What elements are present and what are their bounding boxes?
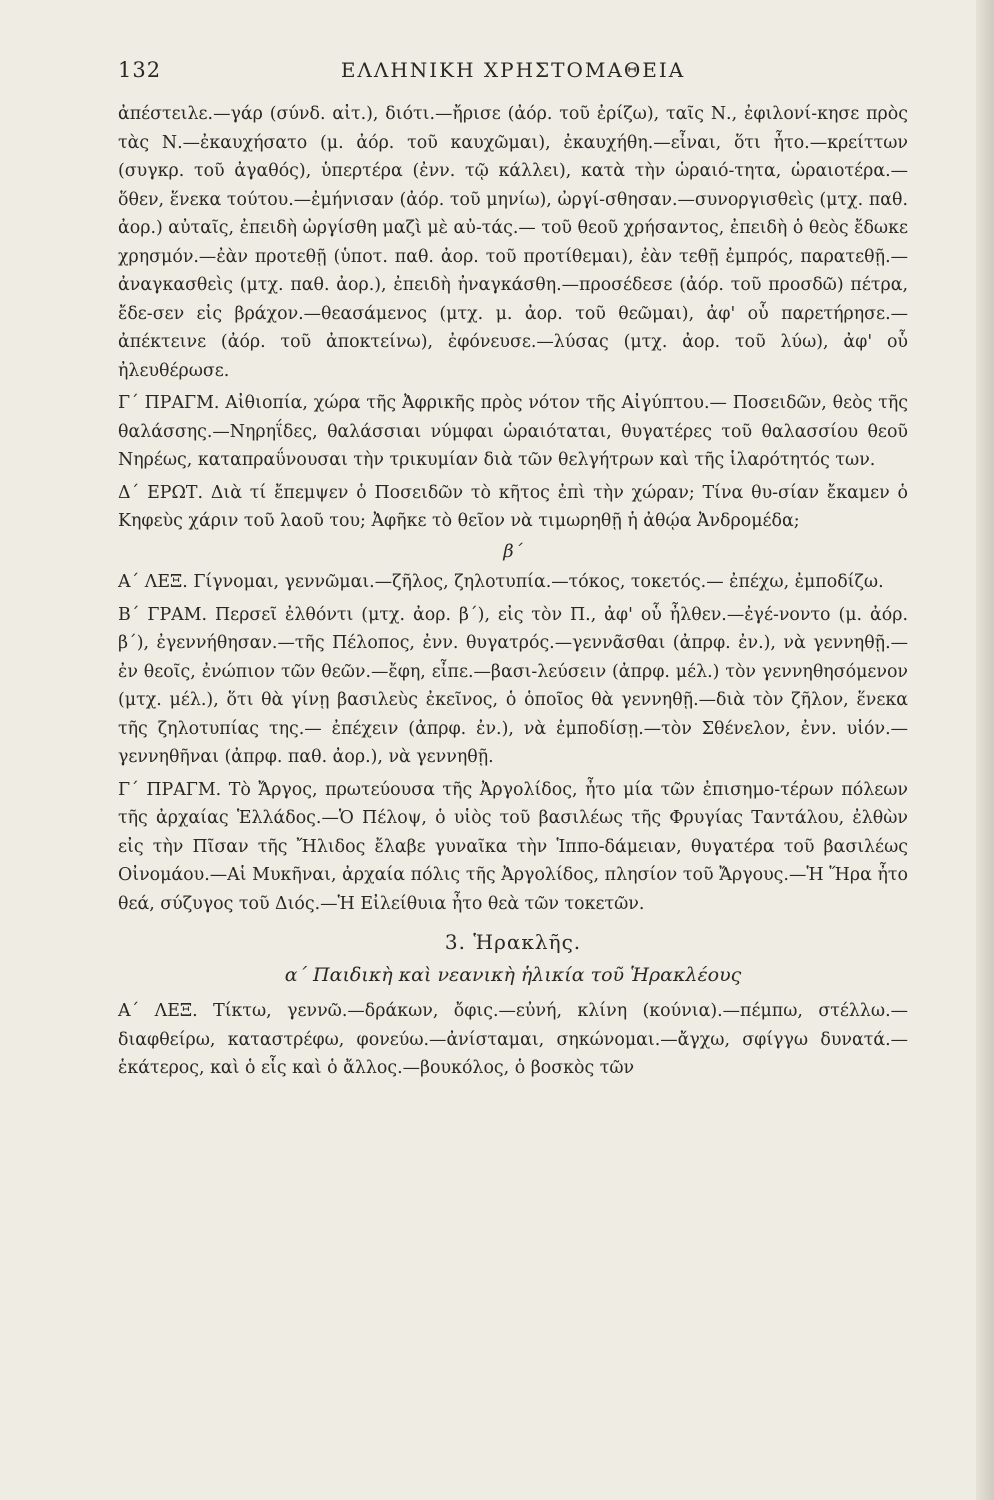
page-body <box>118 100 908 1083</box>
paragraph-pragm-1: Γ΄ ΠΡΑΓΜ. Αἰθιοπία, χώρα τῆς Ἀφρικῆς πρὸς νότον τῆς Αἰγύπτου.— Ποσειδῶν, θεὸς τῆς θαλάσσης.—Νηρηΐδες, θαλάσσιαι νύμφαι ὡραιόταται, θυγατέρες τοῦ θαλασσίου θεοῦ Νηρέως, καταπραΰνουσαι τὴν τρικυμίαν διὰ τῶν θελγήτρων καὶ τῆς ἱλαρότητός των. <box>118 393 908 470</box>
paragraph-pragm-2: Γ΄ ΠΡΑΓΜ. Τὸ Ἄργος, πρωτεύουσα τῆς Ἀργολίδος, ἦτο μία τῶν ἐπισημο-τέρων πόλεων τῆς ἀρχαίας Ἑλλάδος.—Ὁ Πέλοψ, ὁ υἱὸς τοῦ βασιλέως τῆς Φρυγίας Ταντάλου, ἐλθὼν εἰς τὴν Πῖσαν τῆς Ἤλιδος ἔλαβε γυναῖκα τὴν Ἱππο-δάμειαν, θυγατέρα τοῦ βασιλέως Οἰνομάου.—Αἱ Μυκῆναι, ἀρχαία πόλις τῆς Ἀργολίδος, πλησίον τοῦ Ἄργους.—Ἡ Ἥρα ἦτο θεά, σύζυγος τοῦ Διός.—Ἡ Εἰλείθυια ἦτο θεὰ τῶν τοκετῶν. <box>118 779 908 914</box>
section-number: 3. Ἡρακλῆς. <box>444 930 582 954</box>
page-number: 132 <box>118 58 162 82</box>
paragraph-lex-2: Α΄ ΛΕΞ. Τίκτω, γεννῶ.—δράκων, ὄφις.—εὐνή, κλίνη (κούνια).—πέμπω, στέλλω.—διαφθείρω, καταστρέφω, φονεύω.—ἀνίσταμαι, σηκώνομαι.—ἄγχω, σφίγγω δυνατά.—ἑκάτερος, καὶ ὁ εἷς καὶ ὁ ἄλλος.—βουκόλος, ὁ βοσκὸς τῶν <box>118 1001 908 1078</box>
page-header <box>118 58 908 86</box>
running-title: ΕΛΛΗΝΙΚΗ ΧΡΗΣΤΟΜΑΘΕΙΑ <box>340 58 686 82</box>
paragraph-gram: Β΄ ΓΡΑΜ. Περσεῖ ἐλθόντι (μτχ. ἀορ. β΄), εἰς τὸν Π., ἀφ' οὗ ἦλθεν.—ἐγέ-νοντο (μ. ἀόρ. β΄), ἐγεννήθησαν.—τῆς Πέλοπος, ἐνν. θυγατρός.—γεννᾶσθαι (ἀπρφ. ἐν.), νὰ γεννηθῇ.—ἐν θεοῖς, ἐνώπιον τῶν θεῶν.—ἔφη, εἶπε.—βασι-λεύσειν (ἀπρφ. μέλ.) τὸν γεννηθησόμενον (μτχ. μέλ.), ὅτι θὰ γίνῃ βασιλεὺς ἐκεῖνος, ὁ ὁποῖος θὰ γεννηθῇ.—διὰ τὸν ζῆλον, ἕνεκα τῆς ζηλοτυπίας της.— ἐπέχειν (ἀπρφ. ἐν.), νὰ ἐμποδίσῃ.—τὸν Σθένελον, ἐνν. υἱόν.—γεννηθῆναι (ἀπρφ. παθ. ἀορ.), νὰ γεννηθῇ. <box>118 604 908 767</box>
paragraph-glosses: ἀπέστειλε.—γάρ (σύνδ. αἰτ.), διότι.—ἤρισε (ἀόρ. τοῦ ἐρίζω), ταῖς Ν., ἐφιλονί-κησε πρὸς τὰς Ν.—ἐκαυχήσατο (μ. ἀόρ. τοῦ καυχῶμαι), ἐκαυχήθη.—εἶναι, ὅτι ἦτο.—κρείττων (συγκρ. τοῦ ἀγαθός), ὑπερτέρα (ἐνν. τῷ κάλλει), κατὰ τὴν ὡραιό-τητα, ὡραιοτέρα.—ὅθεν, ἕνεκα τούτου.—ἐμήνισαν (ἀόρ. τοῦ μηνίω), ὠργί-σθησαν.—συνοργισθεὶς (μτχ. παθ. ἀορ.) αὐταῖς, ἐπειδὴ ὠργίσθη μαζὶ μὲ αὐ-τάς.— τοῦ θεοῦ χρήσαντος, ἐπειδὴ ὁ θεὸς ἔδωκε χρησμόν.—ἐὰν προτεθῇ (ὑποτ. παθ. ἀορ. τοῦ προτίθεμαι), ἐὰν τεθῇ ἐμπρός, παρατεθῇ.— ἀναγκασθεὶς (μτχ. παθ. ἀορ.), ἐπειδὴ ἠναγκάσθη.—προσέδεσε (ἀόρ. τοῦ προσδῶ) πέτρα, ἔδε-σεν εἰς βράχον.—θεασάμενος (μτχ. μ. ἀορ. τοῦ θεῶμαι), ἀφ' οὗ παρετήρησε.— ἀπέκτεινε (ἀόρ. τοῦ ἀποκτείνω), ἐφόνευσε.—λύσας (μτχ. ἀορ. τοῦ λύω), ἀφ' οὗ ἠλευθέρωσε. <box>118 104 908 381</box>
paragraph-lex-1: Α΄ ΛΕΞ. Γίγνομαι, γεννῶμαι.—ζῆλος, ζηλοτυπία.—τόκος, τοκετός.— ἐπέχω, ἐμποδίζω. <box>118 572 884 592</box>
section-marker-beta: β΄ <box>503 540 523 562</box>
paragraph-erot: Δ΄ ΕΡΩΤ. Διὰ τί ἔπεμψεν ὁ Ποσειδῶν τὸ κῆτος ἐπὶ τὴν χώραν; Τίνα θυ-σίαν ἔκαμεν ὁ Κηφεὺς χάριν τοῦ λαοῦ του; Ἀφῆκε τὸ θεῖον νὰ τιμωρηθῇ ἡ ἀθῴα Ἀνδρομέδα; <box>118 482 908 531</box>
page-edge <box>976 0 994 1500</box>
section-subtitle: α΄ Παιδικὴ καὶ νεανικὴ ἡλικία τοῦ Ἡρακλέους <box>284 963 742 986</box>
